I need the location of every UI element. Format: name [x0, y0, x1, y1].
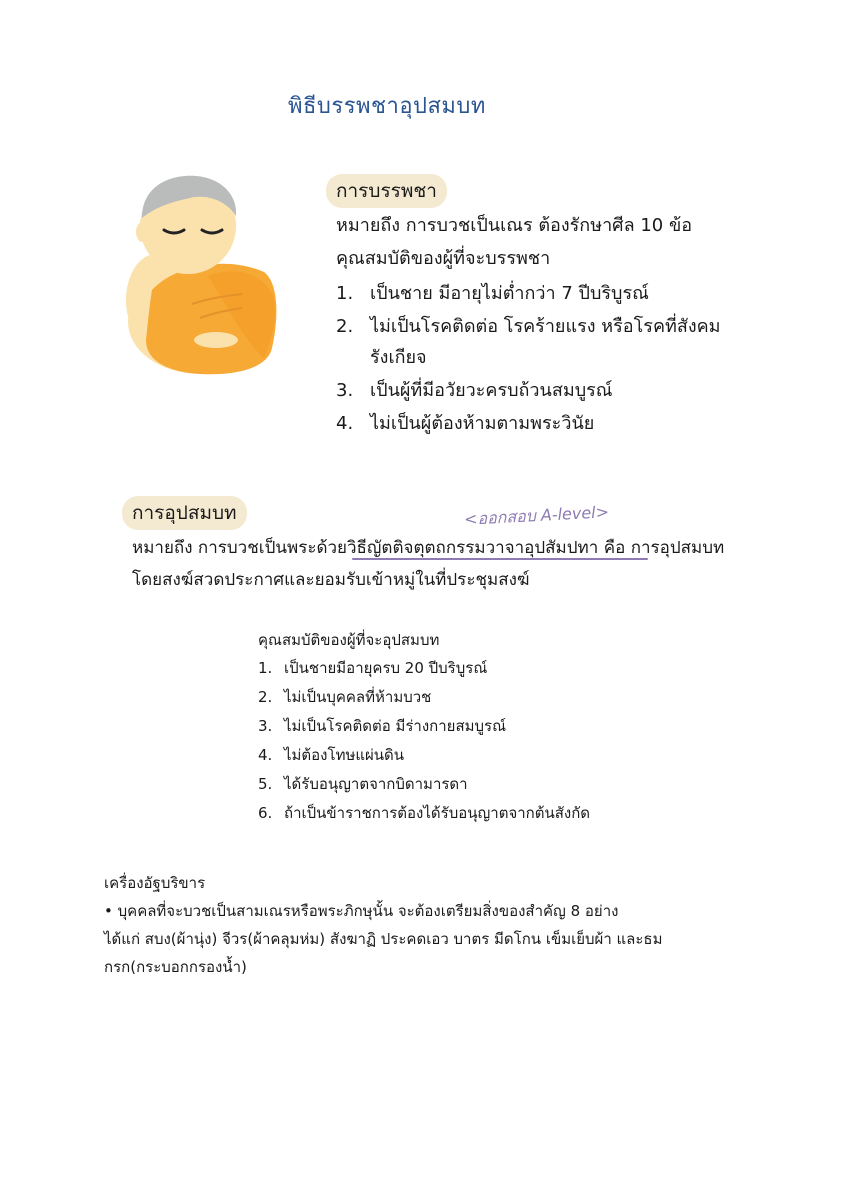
list-item: 2. ไม่เป็นบุคคลที่ห้ามบวช: [258, 688, 432, 706]
exam-annotation: <ออกสอบ A-level>: [463, 502, 610, 529]
upasombot-meaning-2: โดยสงฆ์สวดประกาศและยอมรับเข้าหมู่ในที่ประชุมสงฆ์: [132, 570, 530, 590]
list-item: 3. ไม่เป็นโรคติดต่อ มีร่างกายสมบูรณ์: [258, 717, 507, 735]
requisites-line-2: ได้แก่ สบง(ผ้านุ่ง) จีวร(ผ้าคลุมห่ม) สังฆาฏิ ประคดเอว บาตร มีดโกน เข็มเย็บผ้า และธม: [104, 930, 663, 948]
list-item: 2. ไม่เป็นโรคติดต่อ โรคร้ายแรง หรือโรคที่สังคม รังเกียจ: [336, 316, 721, 368]
list-item: 5. ได้รับอนุญาตจากบิดามารดา: [258, 775, 468, 793]
monk-ear: [136, 222, 148, 242]
bullet: •: [104, 902, 113, 920]
bunpacha-heading: การบรรพชา: [326, 174, 447, 208]
list-item: 6. ถ้าเป็นข้าราชการต้องได้รับอนุญาตจากต้นสังกัด: [258, 804, 591, 822]
list-item: 1. เป็นชายมีอายุครบ 20 ปีบริบูรณ์: [258, 659, 488, 677]
requisites-line-3: กรก(กระบอกกรองน้ำ): [104, 958, 247, 976]
upasombot-qual-list: [258, 654, 678, 828]
highlight-underline: [352, 558, 648, 560]
bunpacha-qual-list: [336, 278, 756, 439]
upasombot-meaning-1: หมายถึง การบวชเป็นพระด้วยวิธีญัตติจตุตถกรรมวาจาอุปสัมปทา คือ การอุปสมบท: [132, 538, 725, 558]
upasombot-heading-wrap: [122, 496, 247, 530]
bunpacha-qual-title: คุณสมบัติของผู้ที่จะบรรพชา: [336, 248, 551, 269]
upasombot-qual-title: คุณสมบัติของผู้ที่จะอุปสมบท: [258, 631, 440, 649]
list-item: 3. เป็นผู้ที่มีอวัยวะครบถ้วนสมบูรณ์: [336, 380, 613, 401]
bunpacha-meaning: หมายถึง การบวชเป็นเณร ต้องรักษาศีล 10 ข้อ: [336, 215, 693, 236]
monk-illustration: [118, 172, 288, 382]
list-item: 1. เป็นชาย มีอายุไม่ต่ำกว่า 7 ปีบริบูรณ์: [336, 283, 649, 304]
requisites-line-1: [104, 896, 618, 926]
list-item: 4. ไม่ต้องโทษแผ่นดิน: [258, 746, 405, 764]
upasombot-heading: การอุปสมบท: [122, 496, 247, 530]
requisites-heading: เครื่องอัฐบริขาร: [104, 874, 206, 892]
requisites-line-1-text: บุคคลที่จะบวชเป็นสามเณรหรือพระภิกษุนั้น จะต้องเตรียมสิ่งของสำคัญ 8 อย่าง: [117, 902, 619, 920]
monk-icon: [118, 172, 288, 382]
monk-hands: [194, 332, 238, 348]
list-item: 4. ไม่เป็นผู้ต้องห้ามตามพระวินัย: [336, 413, 595, 434]
page-title: พิธีบรรพชาอุปสมบท: [288, 94, 486, 119]
bunpacha-heading-wrap: [326, 174, 447, 208]
